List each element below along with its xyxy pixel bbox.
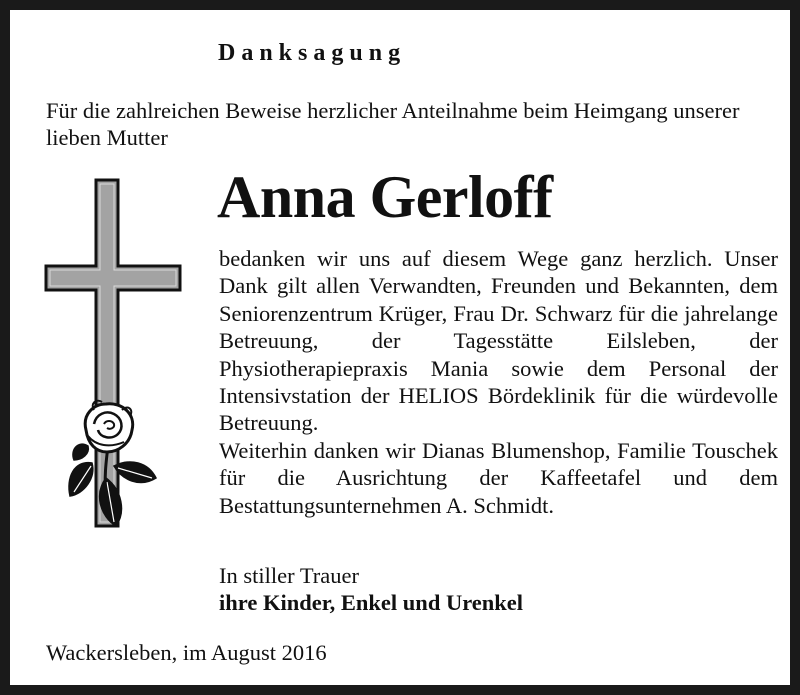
- thanks-paragraph: bedanken wir uns auf diesem Wege ganz herzlich. Unser Dank gilt allen Verwandten, Freunden und Bekannten, dem Seniorenzentrum Krüger, Frau Dr. Schwarz für die jahrelange Betreuung, der Tagesstätte Eilsleben, der Physiotherapiepraxis Mania sowie dem Personal der Intensivstation der HELIOS Bördeklinik für die würdevolle Betreuung.: [219, 246, 778, 436]
- deceased-name: Anna Gerloff: [217, 164, 553, 230]
- notice-body: [219, 245, 778, 519]
- closing-block: [219, 562, 523, 616]
- cross-icon: [46, 180, 180, 526]
- additional-thanks-paragraph: Weiterhin danken wir Dianas Blumenshop, Familie Touschek für die Ausrichtung der Kaffeetafel und dem Bestattungsunternehmen A. Schmidt.: [219, 437, 778, 518]
- closing-line: In stiller Trauer: [219, 563, 359, 588]
- signers: ihre Kinder, Enkel und Urenkel: [219, 590, 524, 615]
- cross-with-rose: [44, 178, 184, 543]
- notice-intro: Für die zahlreichen Beweise herzlicher Anteilnahme beim Heimgang unserer lieben Mutter: [46, 98, 740, 150]
- place-and-date: Wackersleben, im August 2016: [46, 640, 327, 665]
- notice-heading: Danksagung: [218, 40, 407, 66]
